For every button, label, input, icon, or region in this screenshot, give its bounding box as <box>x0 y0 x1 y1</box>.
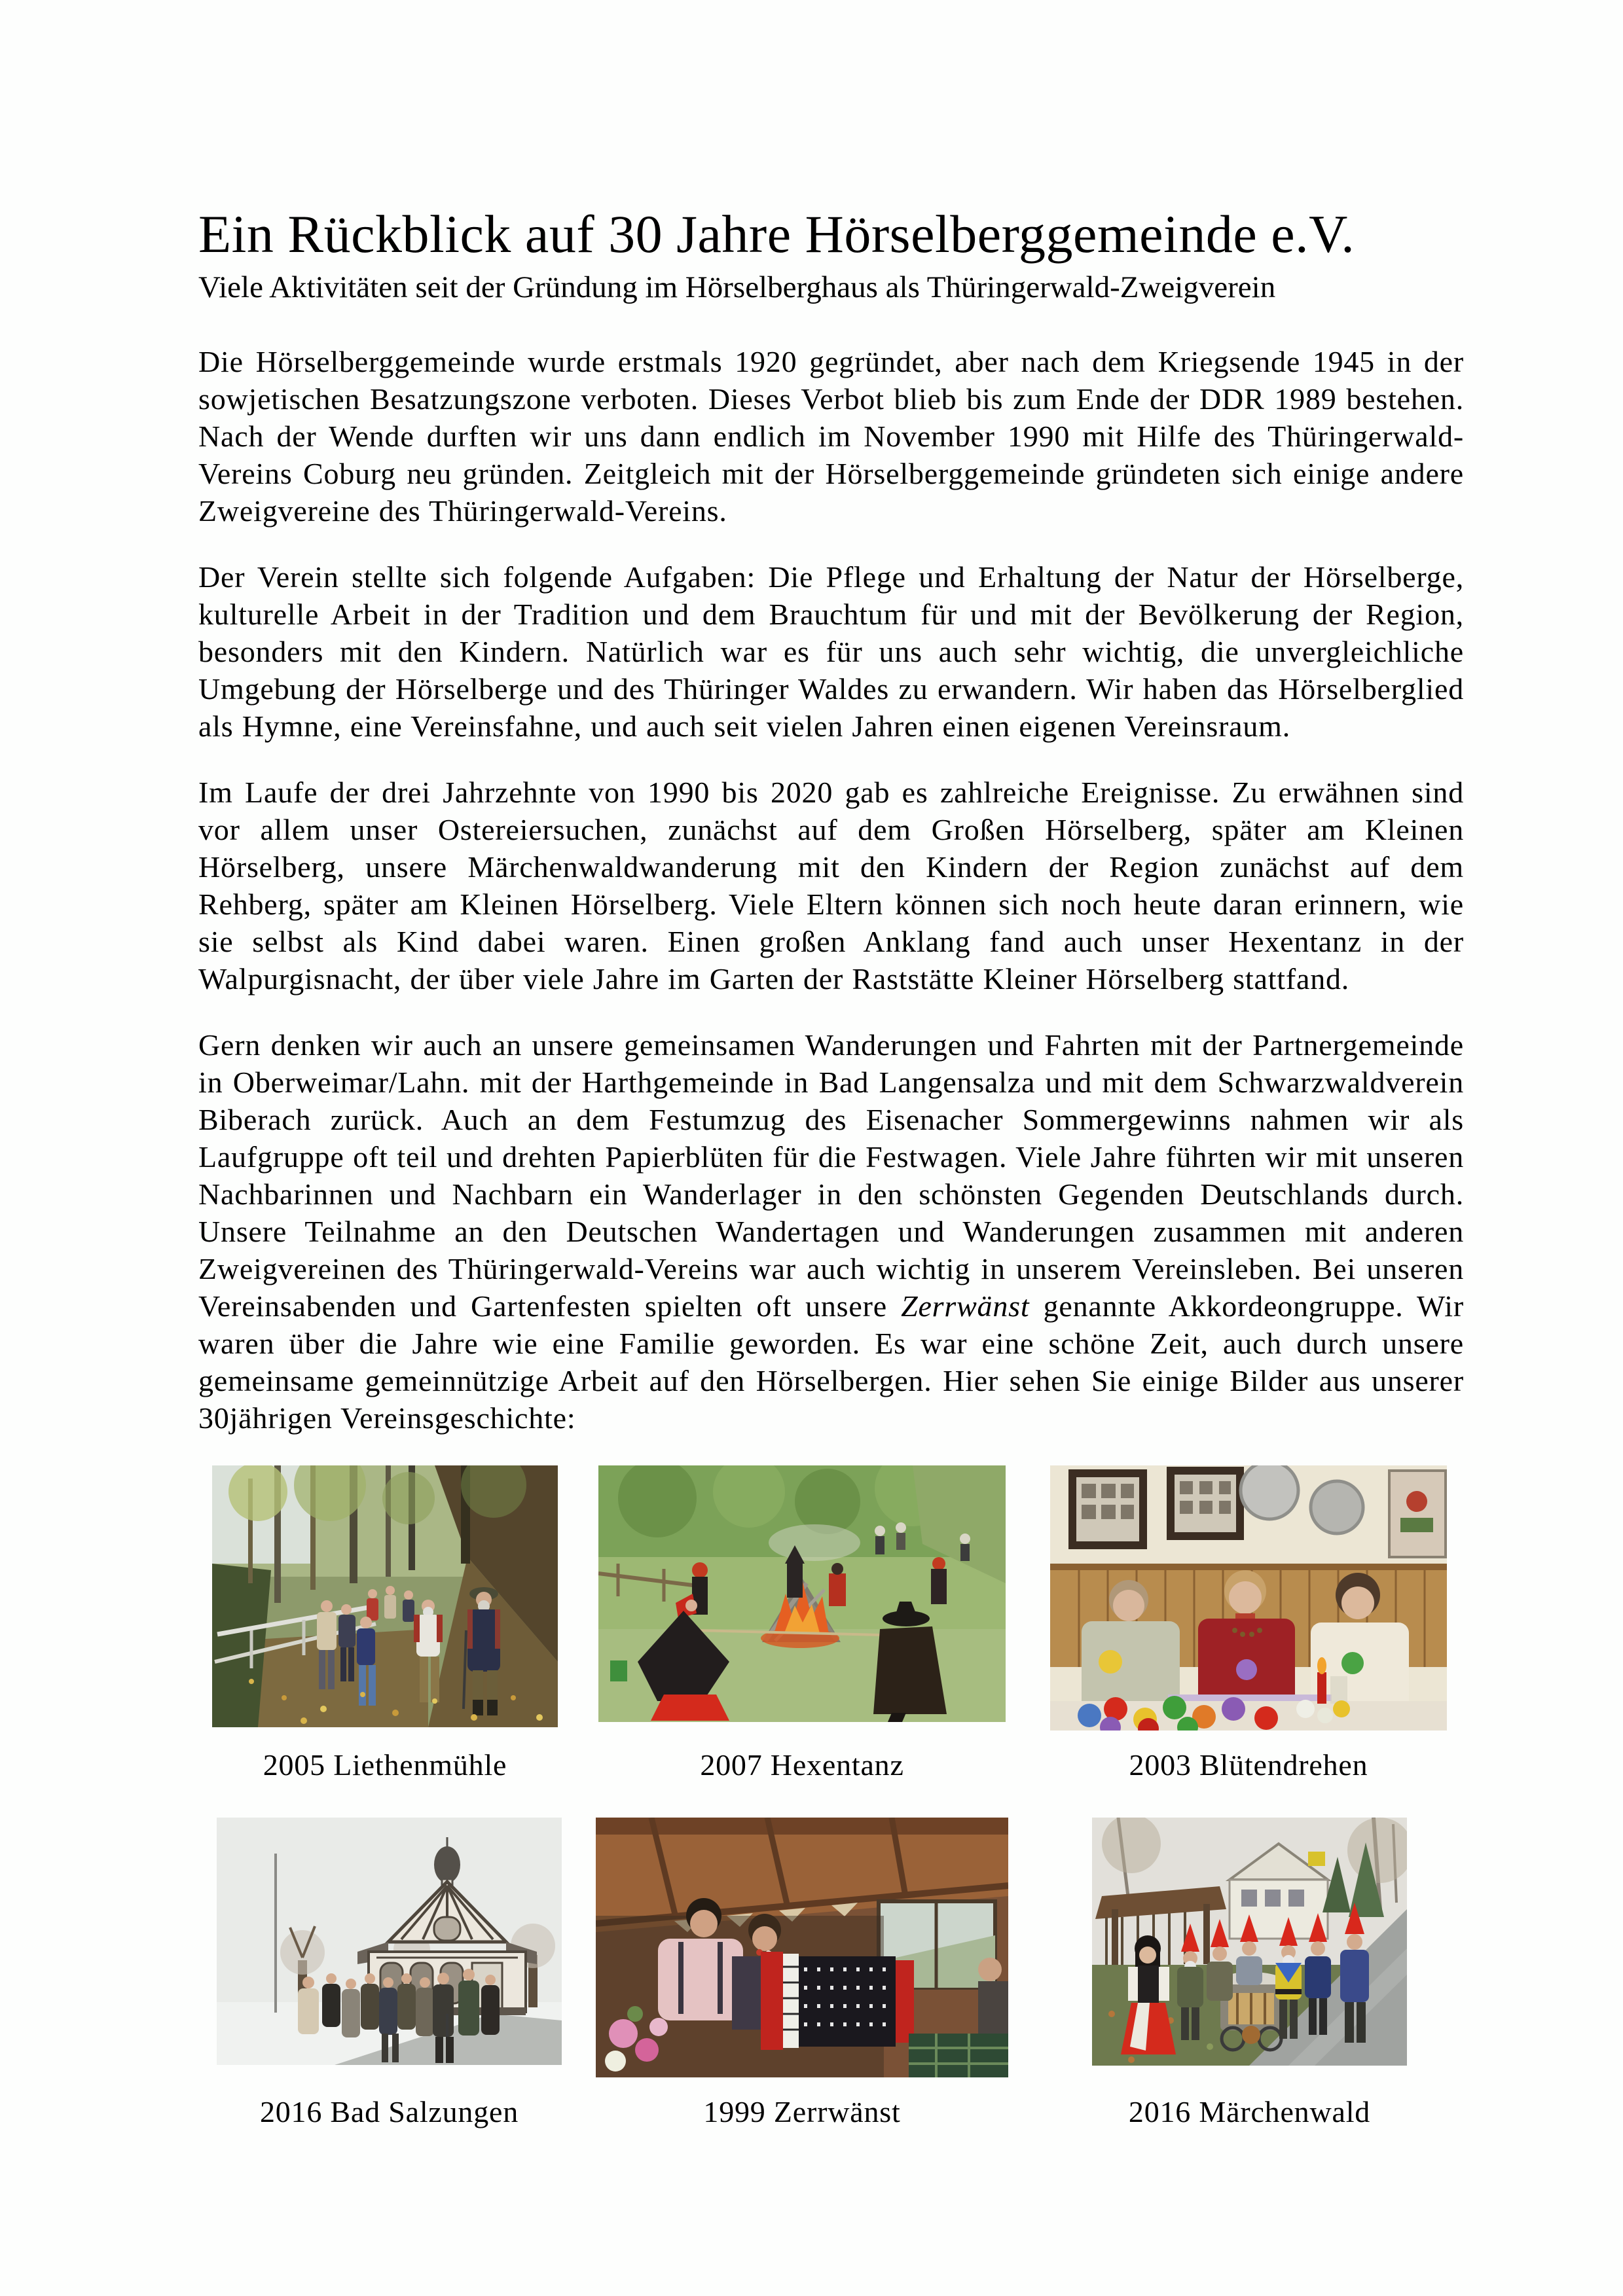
figure-maerchenwald <box>1092 1818 1407 2130</box>
photobox <box>596 1818 1008 2077</box>
photo-bluetendrehen-illustration <box>1050 1465 1447 1731</box>
figure-hexentanz <box>598 1465 1006 1784</box>
photo-hexentanz <box>598 1465 1006 1722</box>
caption-zerrwaenst: 1999 Zerrwänst <box>703 2095 901 2128</box>
figure-zerrwaenst <box>596 1818 1008 2130</box>
photobox <box>212 1465 558 1731</box>
page-content <box>198 0 1464 2130</box>
photo-liethenmuehle-illustration <box>212 1465 558 1727</box>
photobox <box>1092 1818 1407 2077</box>
page-title: Ein Rückblick auf 30 Jahre Hörselberggemeinde e.V. <box>198 204 1355 264</box>
photobox <box>217 1818 562 2077</box>
figure-bad-salzungen <box>217 1818 562 2130</box>
paragraph-ereignisse: Im Laufe der drei Jahrzehnte von 1990 bis 2020 gab es zahlreiche Ereignisse. Zu erwähnen sind vor allem unser Ostereiersuchen, zunächst auf dem Großen Hörselberg, später am Kleinen Hörselberg, unsere Märchenwaldwanderung mit den Kindern der Region zunächst auf dem Rehberg, später am Kleinen Hörselberg. Viele Eltern können sich noch heute daran erinnern, wie sie selbst als Kind dabei waren. Einen großen Anklang fand auch unser Hexentanz in der Walpurgisnacht, der über viele Jahre im Garten der Raststätte Kleiner Hörselberg stattfand. <box>198 776 1464 996</box>
paragraph-founding: Die Hörselberggemeinde wurde erstmals 1920 gegründet, aber nach dem Kriegsende 1945 in der sowjetischen Besatzungszone verboten. Dieses Verbot blieb bis zum Ende der DDR 1989 bestehen. Nach der Wende durften wir uns dann endlich im November 1990 mit Hilfe des Thüringerwald-Vereins Coburg neu gründen. Zeitgleich mit der Hörselberggemeinde gründeten sich einige andere Zweigvereine des Thüringerwald-Vereins. <box>198 345 1464 528</box>
figure-row-2 <box>198 1818 1464 2130</box>
paragraph-aufgaben: Der Verein stellte sich folgende Aufgaben: Die Pflege und Erhaltung der Natur der Hörselberge, kulturelle Arbeit in der Tradition und dem Brauchtum für und mit der Bevölkerung der Region, besonders mit den Kindern. Natürlich war es für uns auch sehr wichtig, die unvergleichliche Umgebung der Hörselberge und des Thüringer Waldes zu erwandern. Wir haben das Hörselberglied als Hymne, eine Vereinsfahne, und auch seit vielen Jahren einen eigenen Vereinsraum. <box>198 560 1464 743</box>
caption-maerchenwald: 2016 Märchenwald <box>1128 2095 1371 2128</box>
photo-bad-salzungen <box>217 1818 562 2065</box>
figure-liethenmuehle <box>212 1465 558 1784</box>
photobox <box>1050 1465 1447 1731</box>
photo-liethenmuehle <box>212 1465 558 1727</box>
paragraph-wanderungen: Gern denken wir auch an unsere gemeinsamen Wanderungen und Fahrten mit der Partnergemeinde in Oberweimar/Lahn. mit der Harthgemeinde in Bad Langensalza und mit dem Schwarzwaldverein Biberach zurück. Auch an dem Festumzug des Eisenacher Sommergewinns nahmen wir als Laufgruppe oft teil und drehten Papierblüten für die Festwagen. Viele Jahre führten wir mit unseren Nachbarinnen und Nachbarn ein Wanderlager in den schönsten Gegenden Deutschlands durch. Unsere Teilnahme an den Deutschen Wandertagen und Wanderungen zusammen mit anderen Zweigvereinen des Thüringerwald-Vereins war auch wichtig in unserem Vereinsleben. Bei unseren Vereinsabenden und Gartenfesten spielten oft unsere Zerrwänst genannte Akkordeongruppe. Wir waren über die Jahre wie eine Familie geworden. Es war eine schöne Zeit, auch durch unsere gemeinsame gemeinnützige Arbeit auf den Hörselbergen. Hier sehen Sie einige Bilder aus unserer 30jährigen Vereinsgeschichte: <box>198 1028 1464 1435</box>
figure-row-1 <box>198 1465 1464 1784</box>
caption-hexentanz: 2007 Hexentanz <box>700 1748 904 1782</box>
caption-bluetendrehen: 2003 Blütendrehen <box>1129 1748 1368 1782</box>
figure-bluetendrehen <box>1050 1465 1447 1784</box>
photo-zerrwaenst <box>596 1818 1008 2077</box>
page-subtitle: Viele Aktivitäten seit der Gründung im Hörselberghaus als Thüringerwald-Zweigverein <box>198 270 1276 304</box>
photo-maerchenwald-illustration <box>1092 1818 1407 2066</box>
photobox <box>598 1465 1006 1731</box>
caption-bad-salzungen: 2016 Bad Salzungen <box>259 2095 519 2128</box>
photo-bad-salzungen-illustration <box>217 1818 562 2065</box>
photo-bluetendrehen <box>1050 1465 1447 1731</box>
photo-maerchenwald <box>1092 1818 1407 2066</box>
photo-hexentanz-illustration <box>598 1465 1006 1722</box>
caption-liethenmuehle: 2005 Liethenmühle <box>263 1748 507 1782</box>
photo-zerrwaenst-illustration <box>596 1818 1008 2077</box>
